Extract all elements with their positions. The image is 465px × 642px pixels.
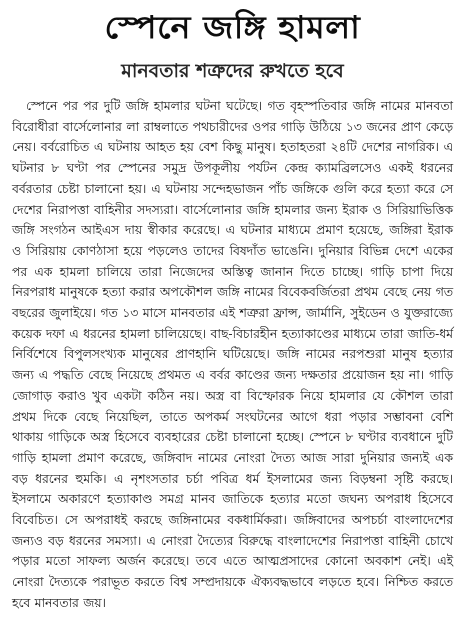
headline: স্পেনে জঙ্গি হামলা xyxy=(104,10,361,46)
subheadline: মানবতার শত্রুদের রুখতে হবে xyxy=(121,60,344,82)
article-body: স্পেনে পর পর দুটি জঙ্গি হামলার ঘটনা ঘটেছে। গত বৃহস্পতিবার জঙ্গি নামের মানবতা বিরোধীরা বার্সেলোনার লা রাম্বলাতে পথচারীদের ওপর গাড়ি উঠিয়ে ১৩ জনের প্রাণ কেড়ে নেয়। বর্বরোচিত এ ঘটনায় আহত হয় বেশ কিছু মানুষ। হতাহতরা ২৪টি দেশের নাগরিক। এ ঘটনার ৮ ঘণ্টা পর স্পেনের সমুদ্র উপকূলীয় পর্যটন কেন্দ্র ক্যামব্রিলসেও একই ধরনের বর্বরতার চেষ্টা চালানো হয়। এ ঘটনায় সন্দেহভাজন পাঁচ জঙ্গিকে গুলি করে হত্যা করে সে দেশের নিরাপত্তা বাহিনীর সদস্যরা। বার্সেলোনার জঙ্গি হামলার জন্য ইরাক ও সিরিয়াভিত্তিক জঙ্গি সংগঠন আইএস দায় স্বীকার করেছে। এ ঘটনার মাধ্যমে প্রমাণ হয়েছে, জঙ্গিরা ইরাক ও সিরিয়ায় কোণঠাসা হয়ে পড়লেও তাদের বিষদাঁত ভাঙেনি। দুনিয়ার বিভিন্ন দেশে একের পর এক হামলা চালিয়ে তারা নিজেদের অস্তিত্ব জানান দিতে চাচ্ছে। গাড়ি চাপা দিয়ে নিরপরাধ মানুষকে হত্যা করার অপকৌশল জঙ্গি নামের বিবেকবর্জিতরা প্রথম বেছে নেয় গত বছরের জুলাইয়ে। গত ১৩ মাসে মানবতার এই শত্রুরা ফ্রান্স, জার্মানি, সুইডেন ও যুক্তরাজ্যে কয়েক দফা এ ধরনের হামলা চালিয়েছে। বাছ-বিচারহীন হত্যাকাণ্ডের মাধ্যমে তারা জাতি-ধর্ম নির্বিশেষে বিপুলসংখ্যক মানুষের প্রাণহানি ঘটিয়েছে। জঙ্গি নামের নরপশুরা মানুষ হত্যার জন্য এ পদ্ধতি বেছে নিয়েছে প্রথমত এ বর্বর কাণ্ডের জন্য দক্ষতার প্রয়োজন হয় না। গাড়ি জোগাড় করাও খুব একটা কঠিন নয়। অস্ত্র বা বিস্ফোরক নিয়ে হামলার যে কৌশল তারা প্রথম দিকে বেছে নিয়েছিল, তাতে অপকর্ম সংঘটনের আগে ধরা পড়ার সম্ভাবনা বেশি থাকায় গাড়িকে অস্ত্র হিসেবে ব্যবহারের চেষ্টা চালানো হচ্ছে। স্পেনে ৮ ঘণ্টার ব্যবধানে দুটি গাড়ি হামলা প্রমাণ করেছে, জঙ্গিবাদ নামের নোংরা দৈত্য আজ সারা দুনিয়ার জন্যই এক বড় ধরনের হুমকি। এ নৃশংসতার চর্চা পবিত্র ধর্ম ইসলামের জন্য বিড়ম্বনা সৃষ্টি করছে। ইসলামে অকারণে হত্যাকাণ্ড সমগ্র মানব জাতিকে হত্যার মতো জঘন্য অপরাধ হিসেবে বিবেচিত। সে অপরাধই করছে জঙ্গিনামের বকধার্মিকরা। জঙ্গিবাদের অপচর্চা বাংলাদেশের জন্যও বড় ধরনের সমস্যা। এ নোংরা দৈত্যের বিরুদ্ধে বাংলাদেশের নিরাপত্তা বাহিনী চোখে পড়ার মতো সাফল্য অর্জন করেছে। তবে এতে আত্মপ্রসাদের কোনো অবকাশ নেই। এই নোংরা দৈত্যকে পরাভূত করতে বিশ্ব সম্প্রদায়কে ঐক্যবদ্ধভাবে লড়তে হবে। নিশ্চিত করতে হবে মানবতার জয়। xyxy=(12,99,453,610)
subheadline-wrapper xyxy=(12,56,453,86)
